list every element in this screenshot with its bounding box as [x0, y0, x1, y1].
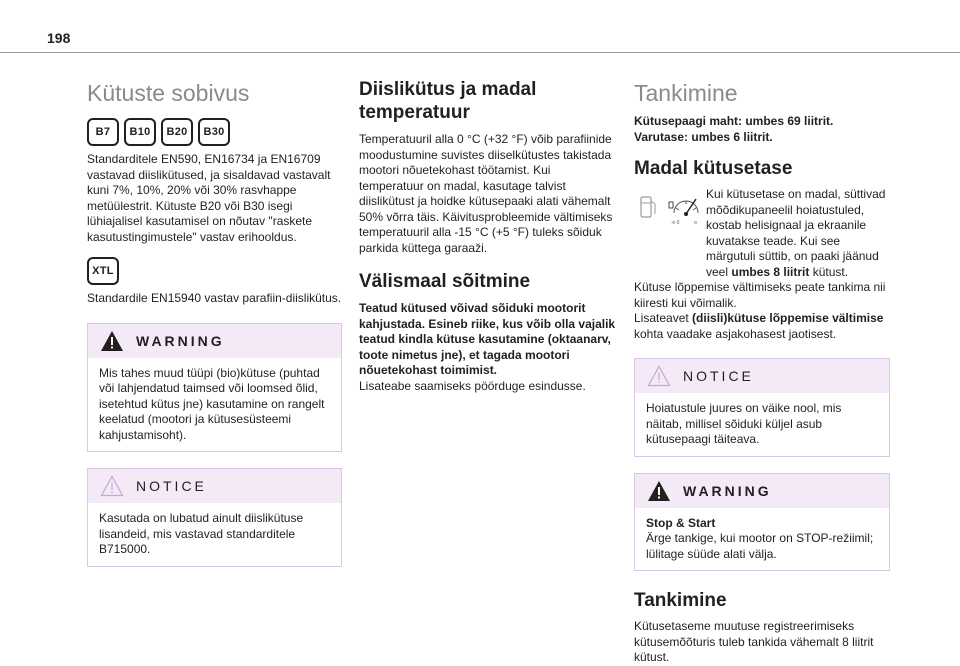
warning-header	[88, 324, 341, 358]
badge-xtl: XTL	[87, 257, 119, 285]
notice-label: NOTICE	[136, 478, 207, 494]
column-refuelling	[634, 78, 890, 666]
warning-label-stop-start: WARNING	[683, 482, 772, 499]
tank-capacity: Kütusepaagi maht: umbes 69 liitrit. Varutase: umbes 6 liitrit.	[634, 114, 834, 144]
more-info	[634, 311, 890, 342]
column-diesel-low-temperature	[359, 78, 617, 394]
driving-abroad-bold-text: Teatud kütused võivad sõiduki mootorit kahjustada. Esineb riike, kus võib olla vajalik teatud kindla kütuse kasutamine (oktaanarv, toote nimetus jne), et tagada mootori nõuetekohast toimimist.	[359, 301, 616, 377]
warning-text: Mis tahes muud tüüpi (bio)kütuse (puhtad või lahjendatud taimsed või loomsed õlid, isetehtud kütus jne) kasutamine on rangelt keelatud (mootori ja kütusesüsteemi kahjustamisoht).	[99, 365, 325, 442]
warning-box	[87, 323, 342, 453]
subtitle-low-fuel: Madal kütusetase	[634, 158, 793, 179]
more-info-a: Lisateavet	[634, 311, 693, 325]
warning-triangle-icon	[647, 480, 671, 502]
warning-label: WARNING	[136, 332, 225, 349]
notice-header-refuelling	[635, 359, 889, 393]
warning-body-stop-start	[635, 508, 889, 571]
badge-b30: B30	[198, 118, 230, 146]
low-fuel-text-b: kütust.	[809, 264, 849, 279]
low-fuel-advice: Kütuse lõppemise vältimiseks peate tankima nii kiiresti kui võimalik.	[634, 280, 886, 310]
xtl-description: Standardile EN15940 vastav parafiin-diislikütus.	[87, 291, 342, 305]
low-fuel-text-a: Kui kütusetase on madal, süttivad mõõdikupaneelil hoiatustuled, kostab helisignaal ja ekraanile kuvatakse teade. Kui see märgutuli süttib, on paaki jäänud veel	[706, 187, 886, 279]
page-number: 198	[47, 30, 71, 46]
warning-header-stop-start	[635, 474, 889, 508]
badge-b7: B7	[87, 118, 119, 146]
driving-abroad-text: Lisateabe saamiseks pöörduge esindusse.	[359, 378, 586, 393]
warning-box-stop-start	[634, 473, 890, 572]
low-fuel-row	[634, 187, 890, 280]
column-fuel-compatibility	[87, 78, 342, 567]
header-rule	[0, 52, 960, 53]
badge-b20: B20	[161, 118, 193, 146]
section-title-fuel-compatibility: Kütuste sobivus	[87, 80, 250, 106]
notice-header	[88, 469, 341, 503]
more-info-b: kohta vaadake asjakohasest jaotisest.	[634, 326, 837, 341]
section-title-driving-abroad: Välismaal sõitmine	[359, 271, 531, 292]
svg-text:⊲ 0: ⊲ 0	[671, 220, 680, 226]
more-info-link-text: (diisli)kütuse lõppemise vältimise	[692, 311, 884, 325]
notice-triangle-icon	[647, 365, 671, 387]
warning-triangle-icon	[100, 330, 124, 352]
section-title-refuelling: Tankimine	[634, 80, 738, 106]
xtl-badge-row	[87, 257, 342, 285]
low-fuel-liters: umbes 8 liitrit	[731, 264, 810, 279]
stop-start-title: Stop & Start	[646, 515, 716, 530]
notice-text: Kasutada on lubatud ainult diislikütuse lisandeid, mis vastavad standarditele B715000.	[99, 511, 304, 556]
svg-text:o: o	[694, 220, 697, 226]
notice-triangle-icon	[100, 475, 124, 497]
badge-b10: B10	[124, 118, 156, 146]
low-fuel-text-intro	[706, 187, 890, 280]
notice-box	[87, 468, 342, 567]
notice-box-refuelling	[634, 358, 890, 457]
stop-start-text: Ärge tankige, kui mootor on STOP-režiimil; lülitage süüde alati välja.	[646, 531, 874, 561]
low-temperature-text: Temperatuuril alla 0 °C (+32 °F) võib parafiinide moodustumine suvistes diiselkütustes takistada mootori nõuetekohast töötamist. Kui temperatuur on madal, kasutage talvist diislikütust ja hoidke kütusepaaki alati vähemalt 50% võrra täis. Käivitusprobleemide vältimiseks temperatuuril alla -15 °C (+5 °F) tuleks sõiduk parkida küttega garaaži.	[359, 132, 613, 255]
refuelling-final-text: Kütusetaseme muutuse registreerimiseks kütusemõõturis tuleb tankida vähemalt 8 liitrit kütust.	[634, 619, 874, 664]
badges-description: Standarditele EN590, EN16734 ja EN16709 vastavad diislikütused, ja sisaldavad vastavalt kuni 7%, 10%, 20% või 30% rasvhappe metüülestrit. Kütuste B20 või B30 isegi lühiajalisel kasutamisel on nõutav "raskete kasutustingimustele" vastav erihooldus.	[87, 152, 331, 244]
notice-text-refuelling: Hoiatustule juures on väike nool, mis näitab, millisel sõiduki küljel asub kütusepaagi täiteava.	[646, 401, 842, 446]
fuel-gauge-icon	[634, 187, 704, 227]
notice-label-refuelling: NOTICE	[683, 368, 754, 384]
subtitle-refuelling: Tankimine	[634, 590, 727, 611]
biodiesel-badges	[87, 118, 342, 146]
section-title-diesel-low-temperature: Diislikütus ja madal temperatuur	[359, 79, 537, 123]
